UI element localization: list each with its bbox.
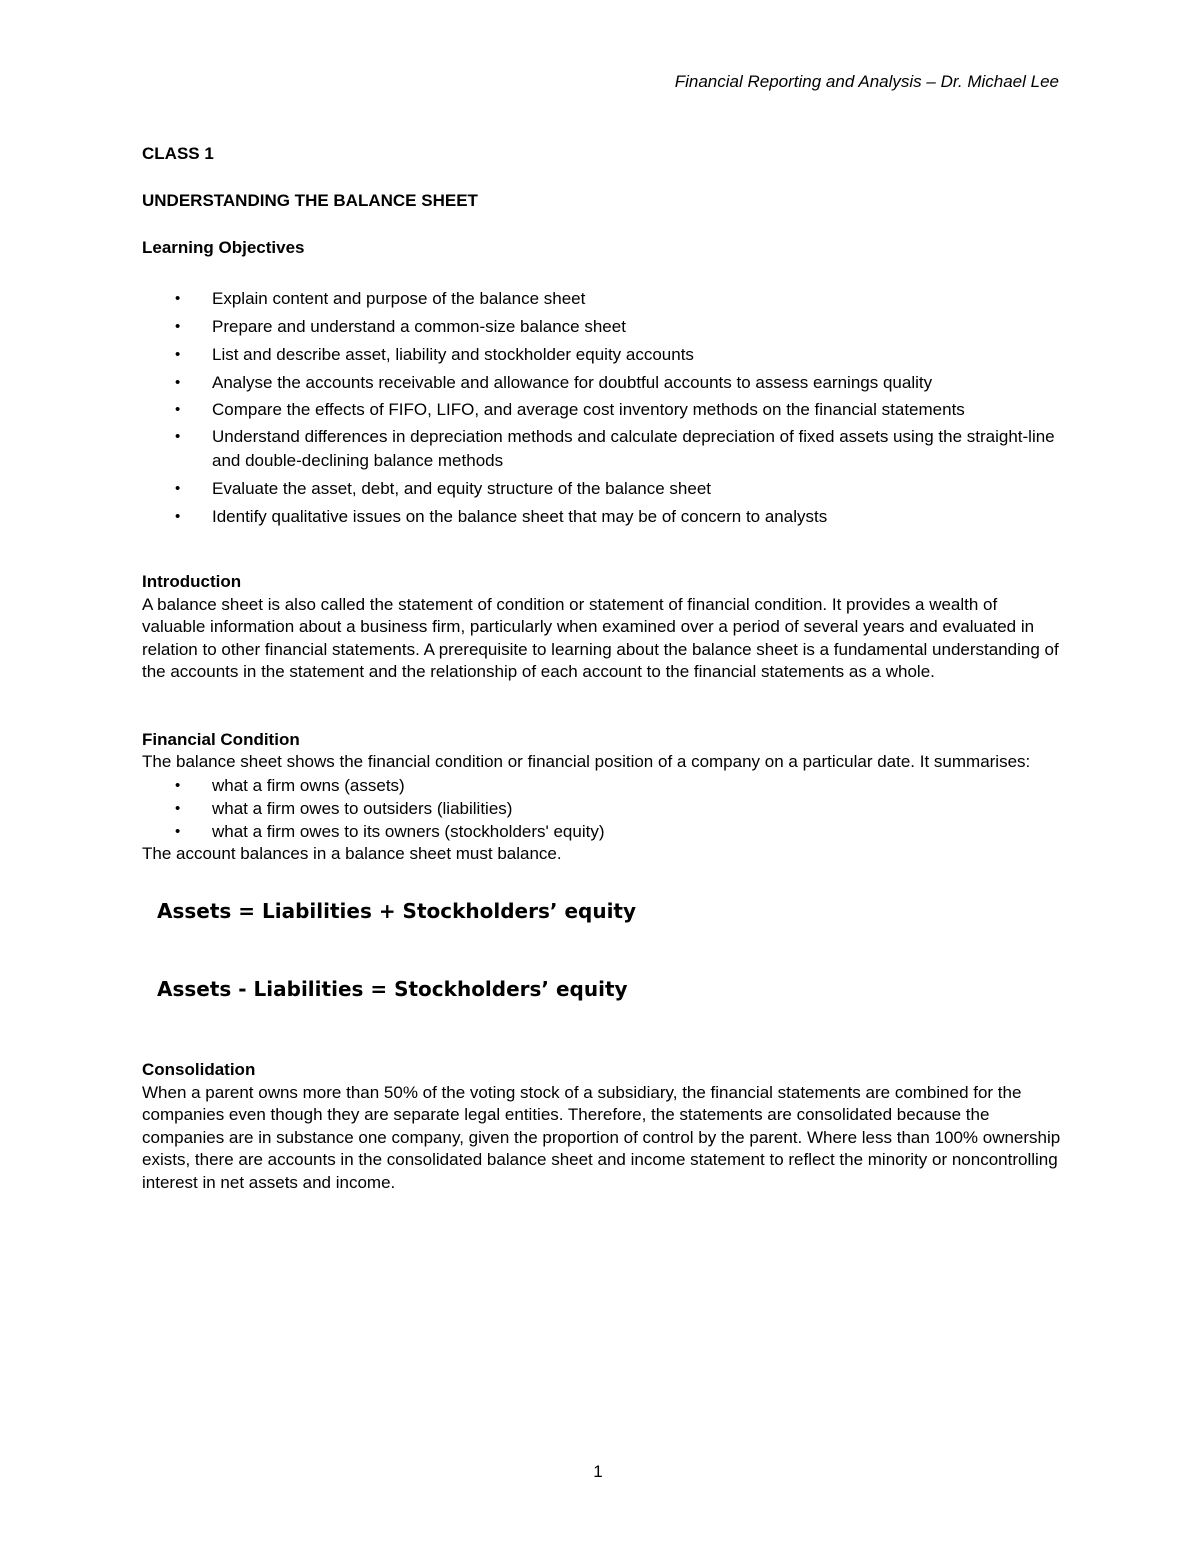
bullet-icon: •: [175, 480, 181, 497]
objective-text: Analyse the accounts receivable and allowance for doubtful accounts to assess earnings quality: [212, 373, 933, 392]
list-item: [142, 342, 1062, 367]
balance-note: The account balances in a balance sheet must balance.: [142, 843, 562, 863]
bullet-icon: •: [175, 346, 181, 363]
list-item: [142, 425, 1062, 473]
bullet-icon: •: [175, 822, 181, 840]
list-item: [142, 286, 1062, 311]
running-header: Financial Reporting and Analysis – Dr. Michael Lee: [674, 72, 1059, 91]
list-item: [142, 398, 1062, 422]
introduction-title: Introduction: [142, 572, 242, 591]
objective-text: Evaluate the asset, debt, and equity structure of the balance sheet: [212, 479, 711, 498]
objective-text: Explain content and purpose of the balance sheet: [212, 289, 586, 308]
list-item: [142, 820, 1062, 843]
consolidation-text: When a parent owns more than 50% of the voting stock of a subsidiary, the financial statements are combined for the companies even though they are separate legal entities. Therefore, the statements are consolidated because the companies are in substance one company, given the proportion of control by the parent. Where less than 100% ownership exists, there are accounts in the consolidated balance sheet and income statement to reflect the minority or noncontrolling interest in net assets and income.: [142, 1082, 1061, 1192]
learning-objectives-title: Learning Objectives: [142, 238, 305, 257]
objective-text: Identify qualitative issues on the balance sheet that may be of concern to analysts: [212, 507, 828, 526]
bullet-icon: •: [175, 374, 181, 391]
financial-condition-section: [142, 729, 1062, 866]
objective-text: Prepare and understand a common-size balance sheet: [212, 317, 626, 336]
page-number-text: 1: [593, 1462, 603, 1481]
page-content: [142, 143, 1062, 1194]
bullet-icon: •: [175, 401, 181, 418]
condition-item-text: what a firm owes to its owners (stockholders' equity): [212, 821, 605, 841]
financial-condition-list: [142, 774, 1062, 843]
list-item: [142, 370, 1062, 395]
condition-item-text: what a firm owns (assets): [212, 775, 405, 795]
bullet-icon: •: [175, 428, 181, 445]
list-item: [142, 314, 1062, 339]
unit-title: UNDERSTANDING THE BALANCE SHEET: [142, 191, 478, 210]
list-item: [142, 774, 1062, 797]
introduction-text: A balance sheet is also called the statement of condition or statement of financial condition. It provides a wealth of valuable information about a business firm, particularly when examined over a period of several years and evaluated in relation to other financial statements. A prerequisite to learning about the balance sheet is a fundamental understanding of the accounts in the statement and the relationship of each account to the financial statements as a whole.: [142, 594, 1059, 681]
bullet-icon: •: [175, 290, 181, 307]
list-item: [142, 476, 1062, 501]
bullet-icon: •: [175, 508, 181, 525]
objective-text: List and describe asset, liability and stockholder equity accounts: [212, 345, 694, 364]
consolidation-section: [142, 1059, 1062, 1194]
rearranged-equation: Assets - Liabilities = Stockholders’ equity: [157, 977, 628, 1001]
objective-text: Compare the effects of FIFO, LIFO, and average cost inventory methods on the financial statements: [212, 400, 965, 419]
consolidation-title: Consolidation: [142, 1060, 256, 1079]
learning-objectives-list: [142, 286, 1062, 529]
list-item: [142, 504, 1062, 529]
bullet-icon: •: [175, 318, 181, 335]
condition-item-text: what a firm owes to outsiders (liabilities): [212, 798, 513, 818]
introduction-section: [142, 571, 1062, 684]
bullet-icon: •: [175, 799, 181, 817]
accounting-equation: Assets = Liabilities + Stockholders’ equity: [157, 899, 637, 923]
list-item: [142, 797, 1062, 820]
objective-text: Understand differences in depreciation methods and calculate depreciation of fixed assets using the straight-line and double-declining balance methods: [212, 427, 1055, 470]
bullet-icon: •: [175, 776, 181, 794]
financial-condition-title: Financial Condition: [142, 729, 300, 749]
class-label: CLASS 1: [142, 144, 214, 163]
financial-condition-text: The balance sheet shows the financial condition or financial position of a company on a particular date. It summarises:: [142, 752, 1031, 771]
page-number: [0, 1462, 1200, 1482]
